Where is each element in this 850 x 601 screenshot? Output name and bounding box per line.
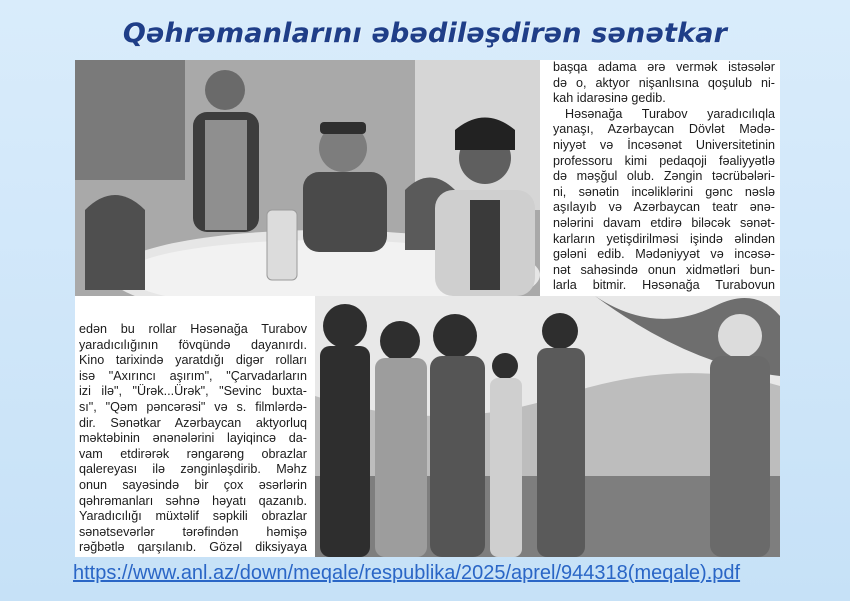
article-text-line bbox=[79, 556, 307, 557]
article-text-line: nələrini davam etdirə biləcək sənət- bbox=[553, 215, 775, 230]
slide-title: Qəhrəmanlarını əbədiləşdirən sənətkar bbox=[122, 18, 728, 49]
article-text-line: məktəbinin ənənələrini layiqincə da- bbox=[79, 431, 307, 446]
photo-film-still-group-image bbox=[315, 296, 780, 557]
article-text-line: vam etdirərək rəngarəng obrazlar bbox=[79, 446, 307, 461]
article-text-line: niyyət və İncəsənət Universitetinin bbox=[553, 137, 775, 152]
article-text-line: qalereyası ilə zənginləşdirib. Məhz bbox=[79, 462, 307, 477]
article-text-line: izi ilə", "Ürək...Ürək", "Sevinc buxta- bbox=[79, 384, 307, 399]
article-text-line: edən bu rollar Həsənağa Turabov bbox=[79, 322, 307, 336]
article-text-line: onun sayəsində bir çox əsərlərin bbox=[79, 477, 307, 492]
article-text-line: karların yetişdirilməsi işində əlindən bbox=[553, 231, 775, 246]
article-text-line: Kino tarixində yaratdığı digər rolları bbox=[79, 353, 307, 368]
article-text-line: gələni edib. Mədəniyyət və incəsə- bbox=[553, 247, 775, 262]
article-clipping bbox=[75, 60, 780, 557]
photo-film-still-group bbox=[315, 296, 780, 557]
article-text-line: Yaradıcılığı müxtəlif səpkili obrazlar bbox=[79, 509, 307, 524]
article-text-line: professoru kimi pedaqoji fəaliyyətlə bbox=[553, 153, 775, 168]
article-text-line: aşılayıb və Azərbaycan teatr ənə- bbox=[553, 200, 775, 215]
photo-three-men-at-table-image bbox=[75, 60, 540, 296]
article-column-left bbox=[79, 322, 307, 557]
article-text-line: də o, aktyor nişanlısına qoşulub ni- bbox=[553, 75, 775, 90]
source-link[interactable]: https://www.anl.az/down/meqale/respublika/2025/aprel/944318(meqale).pdf bbox=[73, 562, 741, 584]
article-text-line: qəhrəmanları səhnə həyatı qazanıb. bbox=[79, 493, 307, 508]
article-text-line: isə "Axırıncı aşırım", "Çarvadarların bbox=[79, 368, 307, 383]
article-text-line: başqa adama ərə vermək istəsələr bbox=[553, 60, 775, 74]
article-text-line: sənətsevərlər tərəfindən həmişə bbox=[79, 524, 307, 539]
article-text-line: Həsənağa Turabov yaradıcılıqla bbox=[565, 106, 775, 121]
photo-three-men-at-table bbox=[75, 60, 540, 296]
article-text-line: sı", "Qəm pəncərəsi" və s. filmlərdə- bbox=[79, 399, 307, 414]
article-text-line: yanaşı, Azərbaycan Dövlət Mədə- bbox=[553, 122, 775, 137]
article-text-line: ni, sənətin incəliklərini gənc nəslə bbox=[553, 184, 775, 199]
article-text-line: dir. Sənətkar Azərbaycan aktyorluq bbox=[79, 415, 307, 430]
article-text-line: də məşğul olub. Zəngin təcrübələri- bbox=[553, 169, 775, 184]
article-text-line: yaradıcılığının fövqündə dayanırdı. bbox=[79, 337, 307, 352]
article-column-right bbox=[553, 60, 775, 294]
article-text-line: larla bitmir. Həsənağa Turabovun bbox=[553, 278, 775, 293]
article-text-line: nət sahəsində onun xidmətləri bun- bbox=[553, 262, 775, 277]
article-text-line: rəğbətlə qarşılanıb. Gözəl diksiyaya bbox=[79, 540, 307, 555]
article-text-line: kah idarəsinə gedib. bbox=[553, 91, 666, 106]
